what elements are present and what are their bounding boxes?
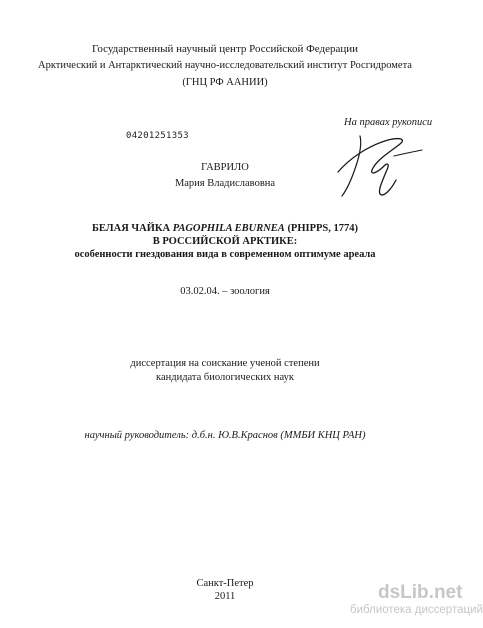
title-part2: (PHIPPS, 1774): [284, 223, 359, 234]
city: Санкт-Петер: [196, 578, 254, 589]
scientific-supervisor: научный руководитель: д.б.н. Ю.В.Краснов (ММБИ КНЦ РАН): [84, 430, 366, 441]
thesis-title-line2: В РОССИЙСКОЙ АРКТИКЕ:: [152, 236, 298, 247]
author-given-names: Мария Владиславовна: [174, 178, 276, 189]
manuscript-note: На правах рукописи: [344, 117, 433, 128]
catalog-code: 04201251353: [126, 131, 189, 141]
title-latin-name: PAGOPHILA EBURNEA: [172, 223, 285, 234]
watermark-logo: dsLib.net: [378, 582, 463, 603]
institution-name: Государственный научный центр Российской Федерации: [91, 43, 359, 55]
thesis-subtitle: особенности гнездования вида в современном оптимуме ареала: [74, 249, 376, 260]
watermark-caption: библиотека диссертаций: [350, 604, 483, 616]
author-surname: ГАВРИЛО: [201, 162, 249, 173]
thesis-title-line1: [0, 223, 450, 234]
institute-abbreviation: (ГНЦ РФ ААНИИ): [182, 77, 268, 88]
degree-line2: кандидата биологических наук: [156, 372, 294, 383]
specialty-code: 03.02.04. – зоология: [180, 286, 270, 297]
institute-name: Арктический и Антарктический научно-исследовательский институт Росгидромета: [38, 60, 412, 71]
year: 2011: [214, 591, 236, 602]
degree-line1: диссертация на соискание ученой степени: [130, 358, 320, 369]
title-part1: БЕЛАЯ ЧАЙКА: [91, 223, 173, 234]
